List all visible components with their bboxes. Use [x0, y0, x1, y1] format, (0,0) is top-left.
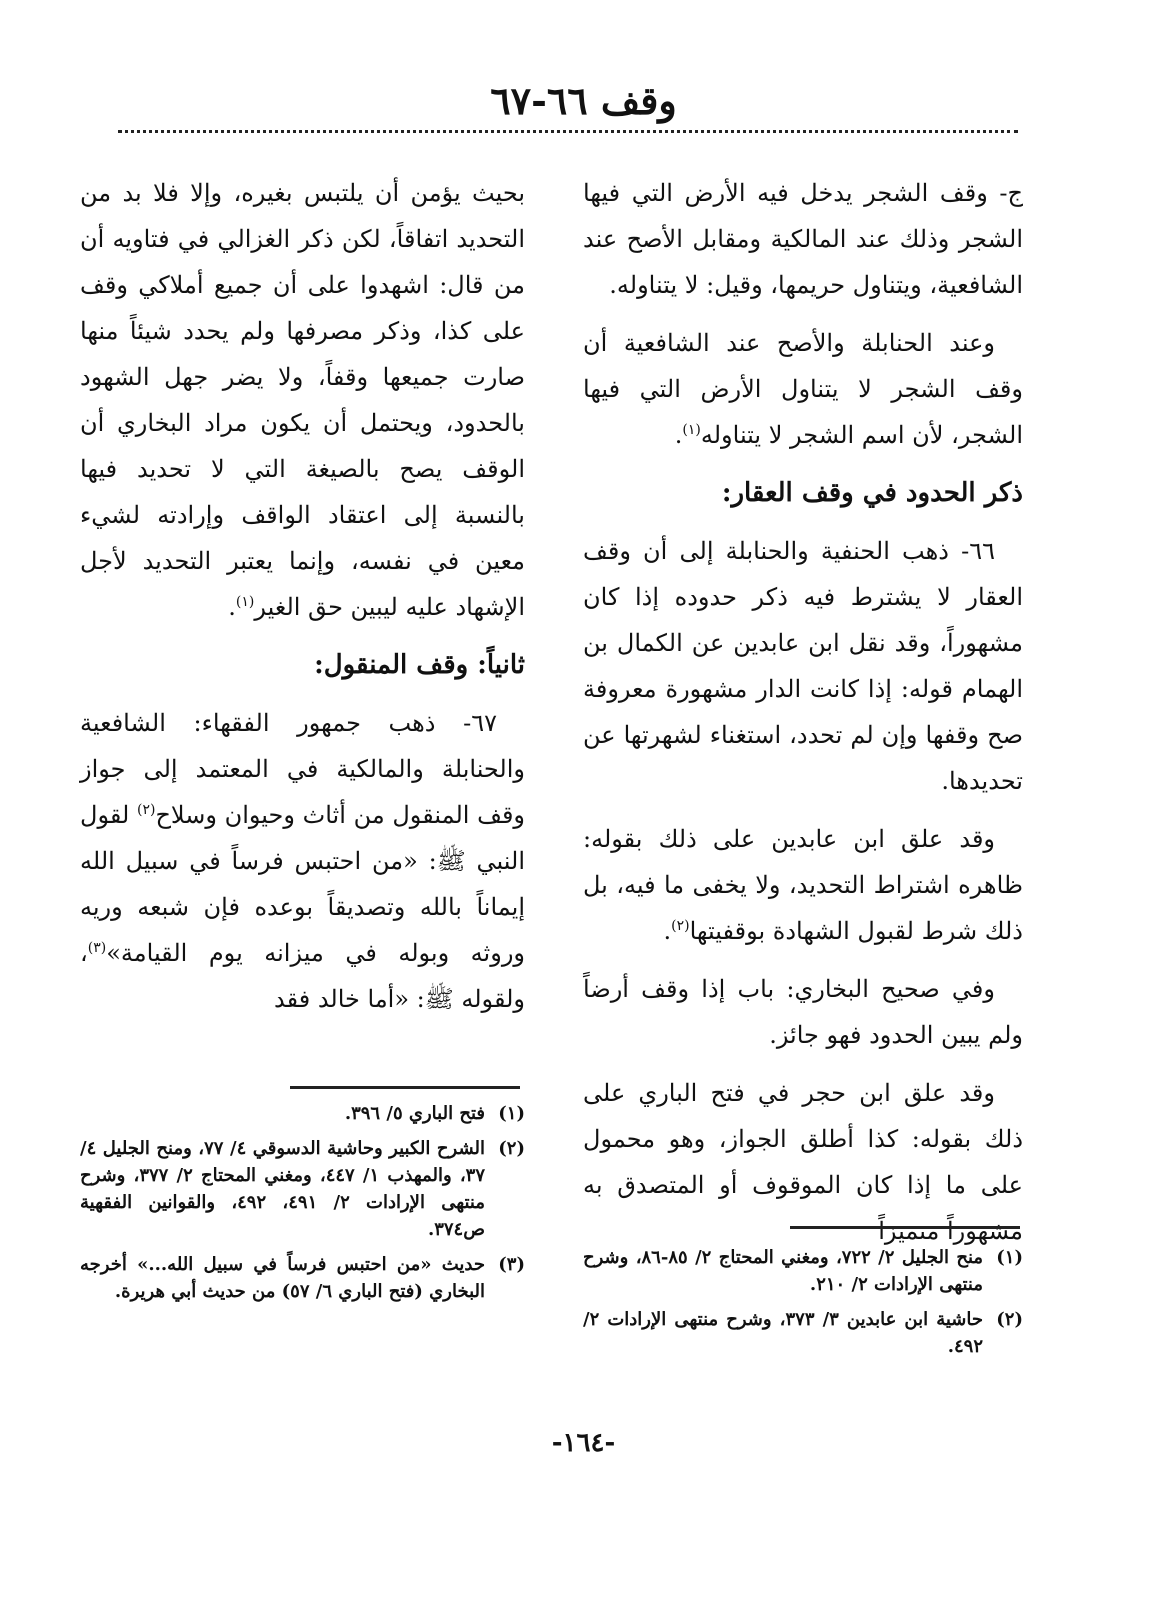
footnote-number: (٢) [498, 1138, 525, 1159]
section-heading-boundaries: ذكر الحدود في وقف العقار: [721, 478, 1023, 508]
paragraph-end: . [228, 593, 236, 621]
paragraph-continuation [80, 170, 525, 630]
footnote-text: منح الجليل ٢/ ٧٢٢، ومغني المحتاج ٢/ ٨٥-٨٦، وشرح منتهى الإرادات ٢/ ٢١٠. [583, 1247, 984, 1295]
paragraph-text: وقد علق ابن عابدين على ذلك بقوله: ظاهره اشتراط التحديد، ولا يخفى ما فيه، بل ذلك شرط لقبول الشهادة بوقفيتها [583, 825, 1023, 945]
footnote-ref: (١) [235, 594, 255, 610]
footnote-ref: (٢) [136, 802, 156, 818]
paragraph-66: ٦٦- ذهب الحنفية والحنابلة إلى أن وقف العقار لا يشترط فيه ذكر حدوده إذا كان مشهوراً، وقد نقل ابن عابدين عن الكمال بن الهمام قوله: إذا كانت الدار مشهورة معروفة صح وقفها وإن لم تحدد، استغناء لشهرتها عن تحديدها. [583, 537, 1023, 795]
paragraph-ibn-abidin [583, 816, 1023, 954]
footnote-ref: (٣) [87, 940, 107, 956]
paragraph-text: بحيث يؤمن أن يلتبس بغيره، وإلا فلا بد من التحديد اتفاقاً، لكن ذكر الغزالي في فتاويه أن من قال: اشهدوا على أن جميع أملاكي وقف على كذا، وذكر مصرفها ولم يحدد شيئاً منها صارت جميعها وقفاً، ولا يضر جهل الشهود بالحدود، ويحتمل أن يكون مراد البخاري أن الوقف يصح بالصيغة التي لا تحديد فيها بالنسبة إلى اعتقاد الواقف وإرادته لشيء معين في نفسه، وإنما يعتبر التحديد لأجل الإشهاد عليه ليبين حق الغير [80, 179, 526, 621]
paragraph-end: . [663, 917, 672, 945]
page-title: وقف ٦٦-٦٧ [490, 78, 677, 123]
footnote-rule-left [290, 1086, 520, 1089]
paragraph-bukhari: وفي صحيح البخاري: باب إذا وقف أرضاً ولم يبين الحدود فهو جائز. [583, 975, 1023, 1049]
paragraph-text-hadith: لقول النبي ﷺ: «من احتبس فرساً في سبيل الله إيماناً بالله وتصديقاً بوعده فإن شبعه وريه وروثه وبوله في ميزانه يوم القيامة» [80, 801, 525, 967]
right-column [583, 170, 1023, 1266]
footnote-number: (٣) [498, 1254, 525, 1275]
footnote-item [583, 1244, 1023, 1298]
footnote-ref: (٢) [671, 918, 690, 934]
footnote-text: الشرح الكبير وحاشية الدسوقي ٤/ ٧٧، ومنح الجليل ٤/ ٣٧، والمهذب ١/ ٤٤٧، ومغني المحتاج ٢/ ٣٧٧، وشرح منتهى الإرادات ٢/ ٤٩١، ٤٩٢، والقوانين الفقهية ص٣٧٤. [80, 1138, 486, 1240]
footnote-ref: (١) [682, 422, 701, 438]
paragraph-waqf-trees: ج- وقف الشجر يدخل فيه الأرض التي فيها الشجر وذلك عند المالكية ومقابل الأصح عند الشافعية، ويتناول حريمها، وقيل: لا يتناوله. [583, 179, 1023, 299]
footnote-item [80, 1100, 525, 1127]
footnote-item [80, 1251, 525, 1305]
paragraph-end: . [674, 421, 683, 449]
paragraph-ibn-hajar: وقد علق ابن حجر في فتح الباري على ذلك بقوله: كذا أطلق الجواز، وهو محمول على ما إذا كان الموقوف أو المتصدق به مشهوراً متميزاً [583, 1079, 1023, 1245]
page-number: -١٦٤- [551, 1428, 616, 1458]
footnotes-right [583, 1244, 1023, 1368]
paragraph-67 [80, 700, 525, 1022]
left-column [80, 170, 525, 1034]
footnote-item [583, 1306, 1023, 1360]
footnote-text: فتح الباري ٥/ ٣٩٦. [344, 1103, 485, 1124]
footnote-text: حاشية ابن عابدين ٣/ ٣٧٣، وشرح منتهى الإرادات ٢/ ٤٩٢. [583, 1309, 983, 1357]
footnote-rule-right [790, 1226, 1020, 1229]
paragraph-text: ٦٧- ذهب جمهور الفقهاء: الشافعية والحنابلة والمالكية في المعتمد إلى جواز وقف المنقول من أثاث وحيوان وسلاح [80, 709, 526, 829]
paragraph-text: وعند الحنابلة والأصح عند الشافعية أن وقف الشجر لا يتناول الأرض التي فيها الشجر، لأن اسم الشجر لا يتناوله [583, 329, 1023, 449]
paragraph-end: ، ولقوله ﷺ: «أما خالد فقد [80, 939, 525, 1013]
footnote-text: حديث «من احتبس فرساً في سبيل الله...» أخرجه البخاري (فتح الباري ٦/ ٥٧) من حديث أبي هريرة. [80, 1254, 485, 1302]
footnote-item [80, 1135, 525, 1243]
header-dotted-rule [118, 130, 1018, 133]
footnote-number: (١) [996, 1247, 1023, 1268]
footnote-number: (١) [498, 1103, 525, 1124]
footnotes-left [80, 1100, 525, 1313]
section-heading-movables: ثانياً: وقف المنقول: [314, 650, 525, 680]
paragraph-hanabila-opinion [583, 320, 1023, 458]
footnote-number: (٢) [996, 1309, 1023, 1330]
